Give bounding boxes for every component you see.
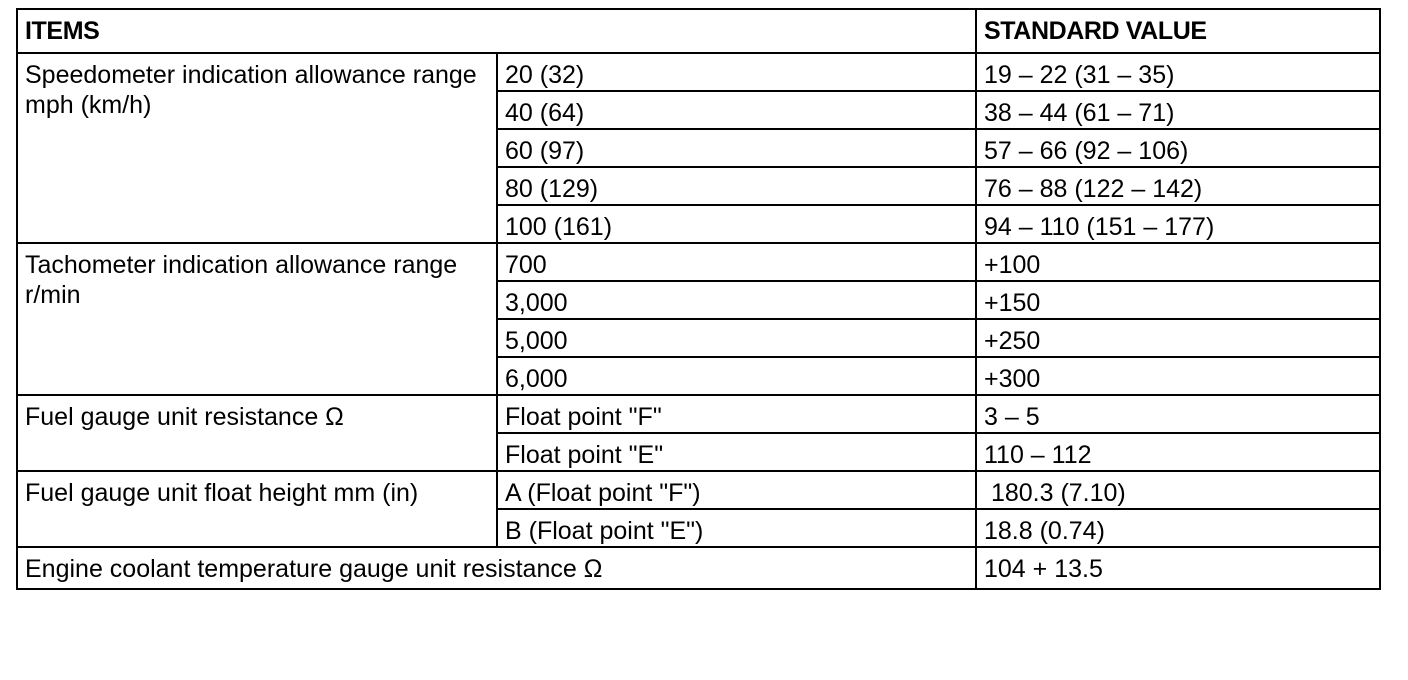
value-cell: +250 bbox=[976, 319, 1380, 357]
condition-cell: B (Float point "E") bbox=[497, 509, 976, 547]
value-cell: 18.8 (0.74) bbox=[976, 509, 1380, 547]
value-cell: 57 – 66 (92 – 106) bbox=[976, 129, 1380, 167]
condition-cell: 20 (32) bbox=[497, 53, 976, 91]
condition-cell: 700 bbox=[497, 243, 976, 281]
value-cell: +300 bbox=[976, 357, 1380, 395]
condition-cell: 40 (64) bbox=[497, 91, 976, 129]
table-row bbox=[17, 395, 1380, 433]
item-label-engine-coolant: Engine coolant temperature gauge unit resistance Ω bbox=[17, 547, 976, 589]
value-cell: 76 – 88 (122 – 142) bbox=[976, 167, 1380, 205]
condition-cell: 60 (97) bbox=[497, 129, 976, 167]
value-cell: +100 bbox=[976, 243, 1380, 281]
items-header: ITEMS bbox=[17, 9, 976, 53]
item-label-speedometer: Speedometer indication allowance range mph (km/h) bbox=[17, 53, 497, 243]
item-label-fuel-gauge-resistance: Fuel gauge unit resistance Ω bbox=[17, 395, 497, 471]
condition-cell: Float point "F" bbox=[497, 395, 976, 433]
condition-cell: 100 (161) bbox=[497, 205, 976, 243]
value-cell: +150 bbox=[976, 281, 1380, 319]
spec-table bbox=[16, 8, 1381, 590]
table-row bbox=[17, 471, 1380, 509]
standard-value-header: STANDARD VALUE bbox=[976, 9, 1380, 53]
value-cell: 38 – 44 (61 – 71) bbox=[976, 91, 1380, 129]
condition-cell: 6,000 bbox=[497, 357, 976, 395]
value-cell: 3 – 5 bbox=[976, 395, 1380, 433]
header-row bbox=[17, 9, 1380, 53]
value-cell: 19 – 22 (31 – 35) bbox=[976, 53, 1380, 91]
condition-cell: 3,000 bbox=[497, 281, 976, 319]
value-cell: 94 – 110 (151 – 177) bbox=[976, 205, 1380, 243]
table-row bbox=[17, 53, 1380, 91]
item-label-tachometer: Tachometer indication allowance range r/min bbox=[17, 243, 497, 395]
condition-cell: A (Float point "F") bbox=[497, 471, 976, 509]
table-row bbox=[17, 547, 1380, 589]
value-cell: 180.3 (7.10) bbox=[976, 471, 1380, 509]
value-cell: 110 – 112 bbox=[976, 433, 1380, 471]
condition-cell: 5,000 bbox=[497, 319, 976, 357]
condition-cell: 80 (129) bbox=[497, 167, 976, 205]
value-cell: 104 + 13.5 bbox=[976, 547, 1380, 589]
condition-cell: Float point "E" bbox=[497, 433, 976, 471]
item-label-fuel-gauge-float-height: Fuel gauge unit float height mm (in) bbox=[17, 471, 497, 547]
table-row bbox=[17, 243, 1380, 281]
